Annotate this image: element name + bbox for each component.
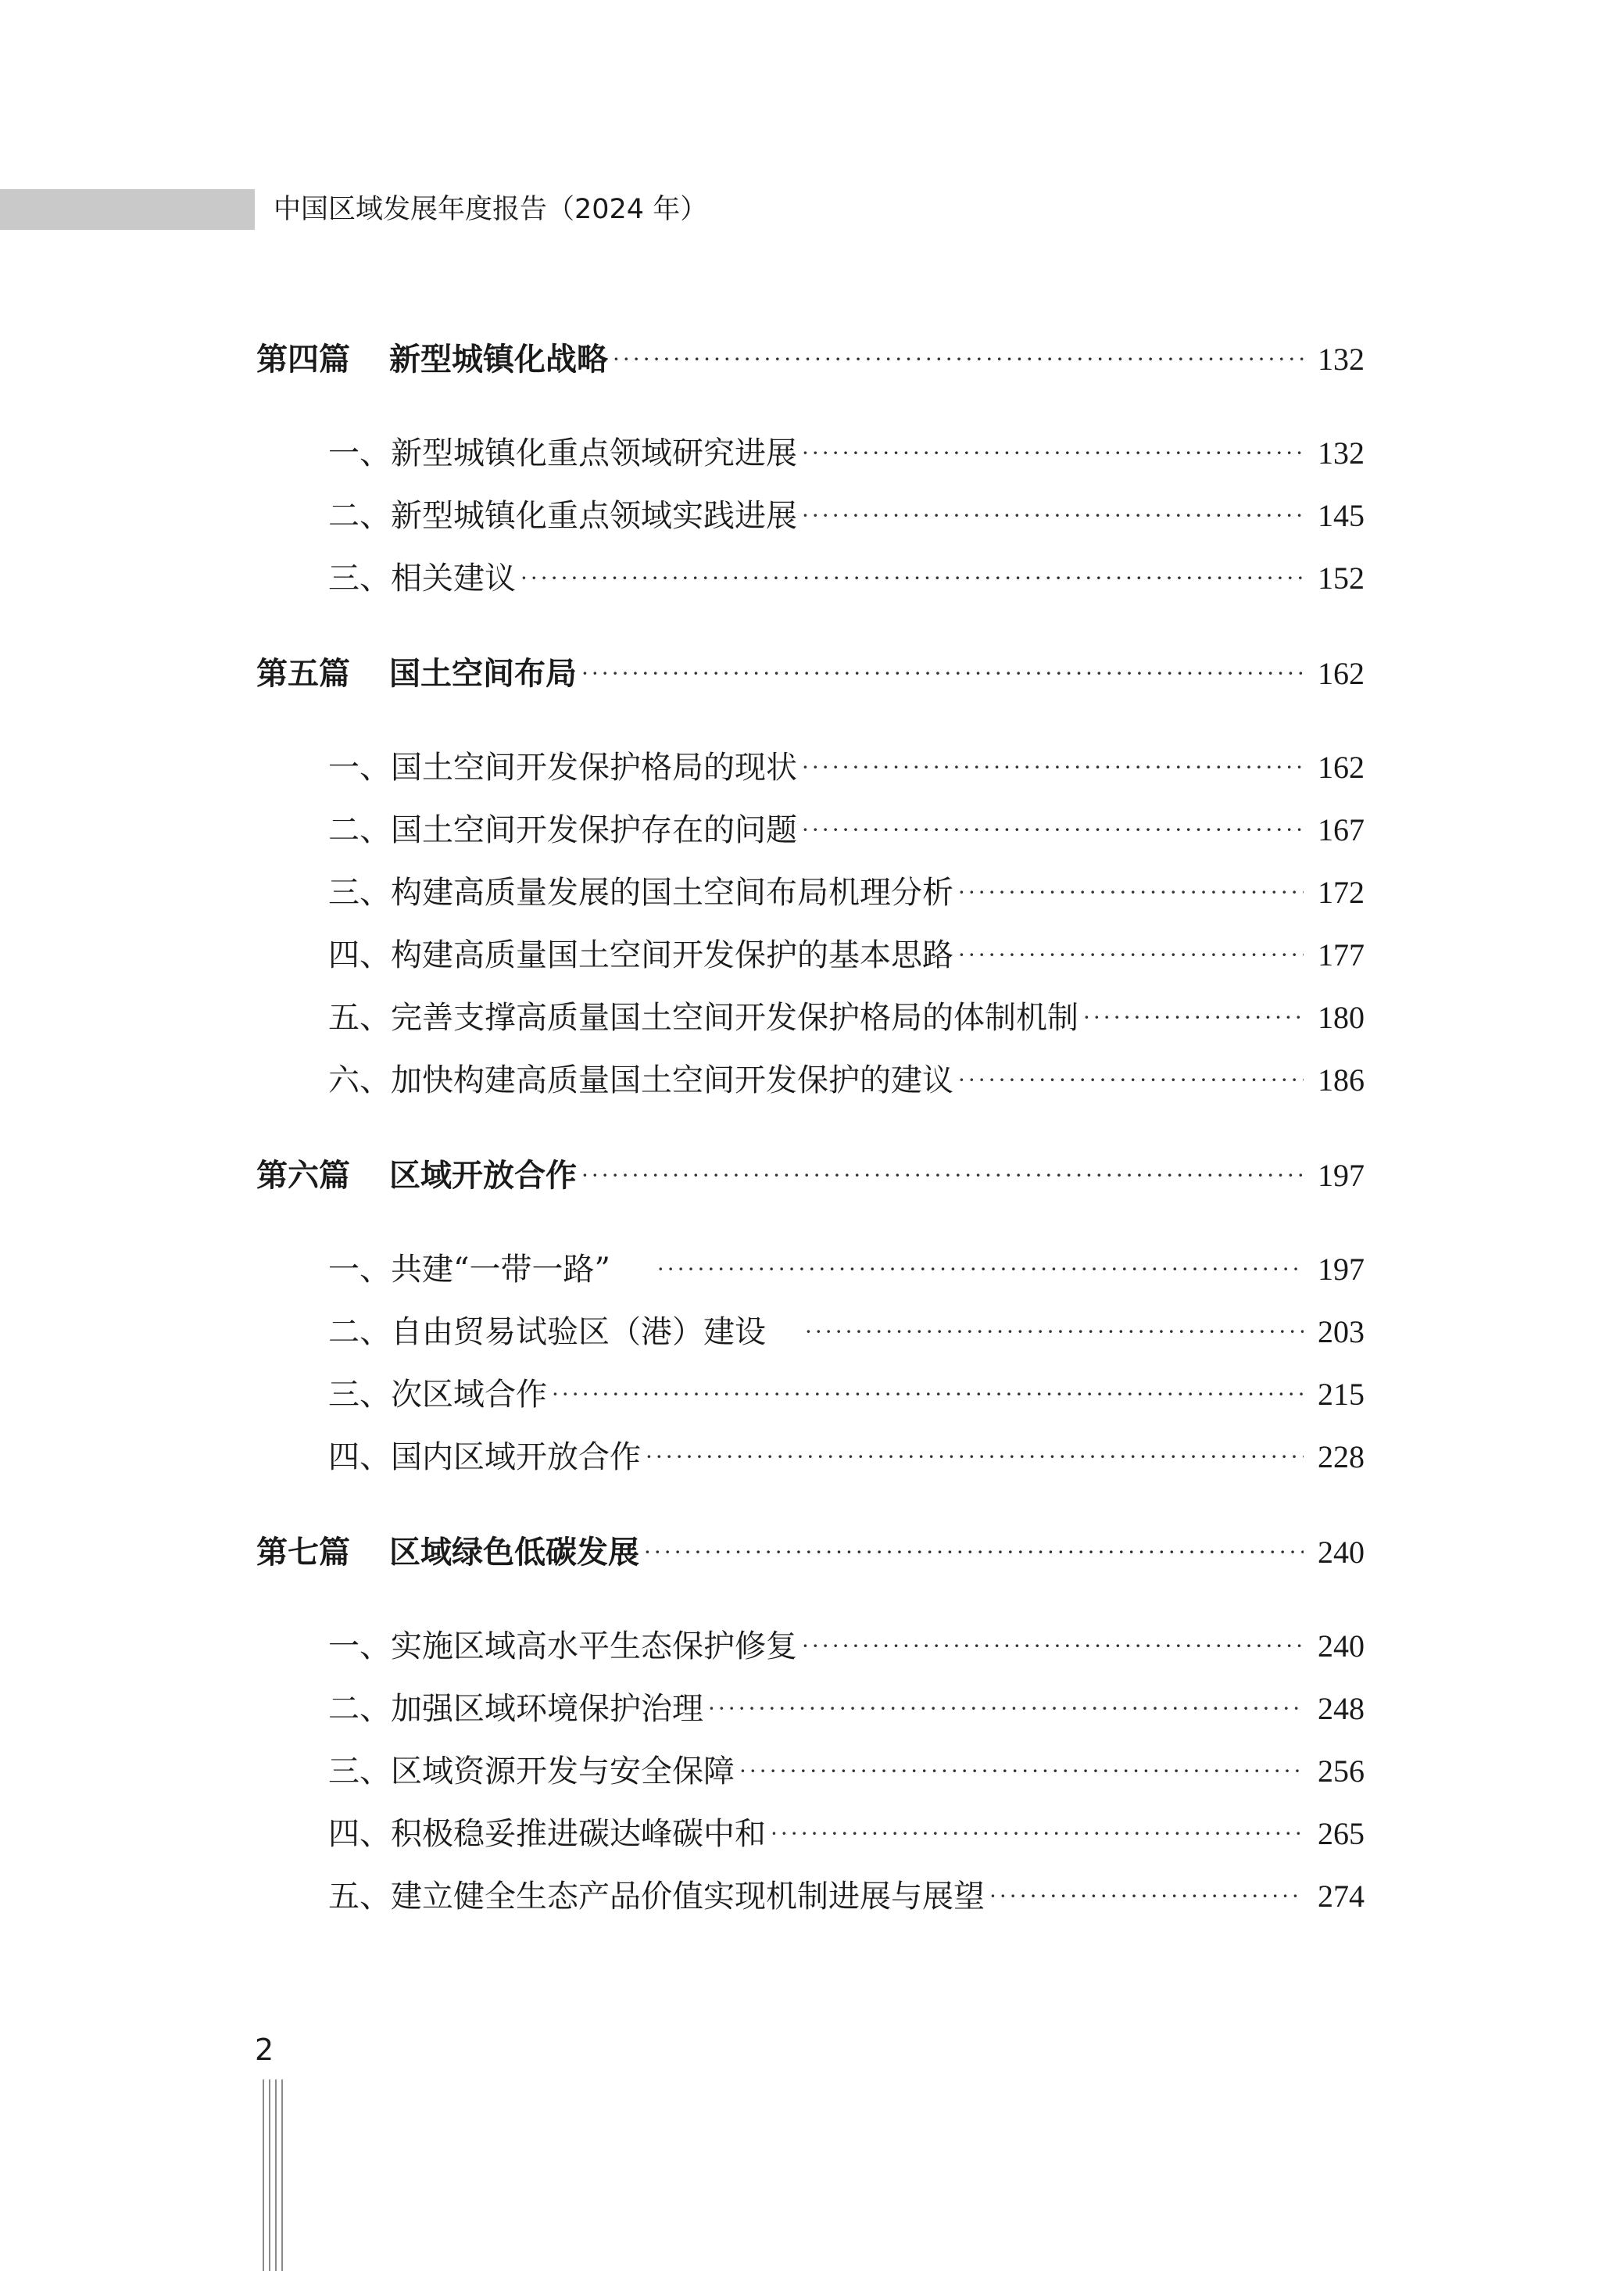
dot-leader <box>581 1144 1304 1207</box>
dot-leader <box>958 924 1304 987</box>
toc-part-heading[interactable] <box>256 1144 1365 1207</box>
toc-section-7 <box>256 1521 1365 1928</box>
page-number: 197 <box>1318 1252 1365 1287</box>
toc-section-5 <box>256 643 1365 1112</box>
entry-title: 一、国土空间开发保护格局的现状 <box>328 750 797 786</box>
toc-entry[interactable] <box>256 1426 1365 1488</box>
entry-title: 一、新型城镇化重点领域研究进展 <box>328 435 797 471</box>
dot-leader <box>802 736 1304 799</box>
toc-entry[interactable] <box>256 1049 1365 1112</box>
margin-rule <box>269 2079 270 2271</box>
dot-leader <box>802 485 1304 547</box>
folio-page-number: 2 <box>255 2033 274 2067</box>
entry-title: 六、加快构建高质量国土空间开发保护的建议 <box>328 1062 953 1098</box>
entry-title: 三、相关建议 <box>328 561 516 596</box>
page-number: 197 <box>1318 1158 1365 1193</box>
page-number: 162 <box>1318 750 1365 785</box>
toc-entry[interactable] <box>256 547 1365 610</box>
part-title: 区域绿色低碳发展 <box>389 1535 639 1571</box>
part-title: 新型城镇化战略 <box>389 342 608 378</box>
toc-entry[interactable] <box>256 924 1365 987</box>
dot-leader <box>802 799 1304 861</box>
page-number: 167 <box>1318 812 1365 847</box>
margin-rule <box>281 2079 283 2271</box>
part-number: 第七篇 <box>256 1535 350 1571</box>
dot-leader <box>520 547 1304 610</box>
page-number: 265 <box>1318 1816 1365 1851</box>
part-title: 区域开放合作 <box>389 1158 577 1194</box>
entry-title: 四、积极稳妥推进碳达峰碳中和 <box>328 1816 766 1852</box>
toc-entry[interactable] <box>256 861 1365 924</box>
part-title: 国土空间布局 <box>389 656 577 692</box>
entry-title: 一、共建“一带一路” <box>328 1252 610 1288</box>
dot-leader <box>644 1521 1304 1584</box>
dot-leader <box>646 1426 1304 1488</box>
page-number: 145 <box>1318 498 1365 533</box>
page-number: 215 <box>1318 1377 1365 1412</box>
running-header-title: 中国区域发展年度报告（2024 年） <box>274 194 708 225</box>
entry-title: 一、实施区域高水平生态保护修复 <box>328 1628 797 1664</box>
toc-entry[interactable] <box>256 485 1365 547</box>
page-number: 248 <box>1318 1691 1365 1726</box>
entry-title: 三、次区域合作 <box>328 1377 547 1413</box>
toc-entry[interactable] <box>256 987 1365 1049</box>
dot-leader <box>739 1740 1304 1803</box>
toc-part-heading[interactable] <box>256 643 1365 705</box>
page-number: 180 <box>1318 1000 1365 1035</box>
margin-rule <box>263 2079 264 2271</box>
part-number: 第六篇 <box>256 1158 350 1194</box>
toc-entry[interactable] <box>256 1865 1365 1928</box>
toc-entry[interactable] <box>256 1740 1365 1803</box>
page-number: 152 <box>1318 561 1365 596</box>
part-number: 第五篇 <box>256 656 350 692</box>
toc-entry[interactable] <box>256 422 1365 485</box>
dot-leader <box>958 1049 1304 1112</box>
page-number: 162 <box>1318 656 1365 691</box>
page-number: 274 <box>1318 1879 1365 1914</box>
part-number: 第四篇 <box>256 342 350 378</box>
table-of-contents <box>256 328 1365 1928</box>
entry-title: 三、构建高质量发展的国土空间布局机理分析 <box>328 875 953 911</box>
toc-entry[interactable] <box>256 1615 1365 1678</box>
entry-title: 三、区域资源开发与安全保障 <box>328 1753 735 1789</box>
toc-entry[interactable] <box>256 1238 1365 1301</box>
dot-leader <box>1083 987 1304 1049</box>
page-number: 240 <box>1318 1628 1365 1664</box>
page-number: 240 <box>1318 1535 1365 1570</box>
page-number: 177 <box>1318 937 1365 973</box>
toc-section-6 <box>256 1144 1365 1488</box>
page-number: 132 <box>1318 342 1365 377</box>
entry-title: 二、加强区域环境保护治理 <box>328 1691 703 1727</box>
toc-part-heading[interactable] <box>256 1521 1365 1584</box>
entry-title: 四、国内区域开放合作 <box>328 1439 641 1475</box>
page-number: 132 <box>1318 435 1365 471</box>
toc-entry[interactable] <box>256 736 1365 799</box>
page-number: 172 <box>1318 875 1365 910</box>
page-number: 203 <box>1318 1314 1365 1349</box>
dot-leader <box>771 1803 1304 1865</box>
page-number: 186 <box>1318 1062 1365 1098</box>
entry-title: 五、完善支撑高质量国土空间开发保护格局的体制机制 <box>328 1000 1078 1036</box>
entry-title: 二、新型城镇化重点领域实践进展 <box>328 498 797 534</box>
toc-entry[interactable] <box>256 1678 1365 1740</box>
entry-title: 五、建立健全生态产品价值实现机制进展与展望 <box>328 1879 985 1915</box>
dot-leader <box>989 1865 1304 1928</box>
page-number: 256 <box>1318 1753 1365 1789</box>
toc-section-4 <box>256 328 1365 610</box>
entry-title: 四、构建高质量国土空间开发保护的基本思路 <box>328 937 953 973</box>
dot-leader <box>802 422 1304 485</box>
toc-entry[interactable] <box>256 1363 1365 1426</box>
dot-leader <box>805 1301 1304 1363</box>
toc-entry[interactable] <box>256 1301 1365 1363</box>
dot-leader <box>802 1615 1304 1678</box>
page-number: 228 <box>1318 1439 1365 1474</box>
dot-leader <box>552 1363 1304 1426</box>
header-bar <box>0 189 255 230</box>
dot-leader <box>708 1678 1304 1740</box>
entry-title: 二、国土空间开发保护存在的问题 <box>328 812 797 848</box>
dot-leader <box>958 861 1304 924</box>
dot-leader <box>613 328 1304 391</box>
toc-entry[interactable] <box>256 1803 1365 1865</box>
dot-leader <box>657 1238 1304 1301</box>
toc-entry[interactable] <box>256 799 1365 861</box>
dot-leader <box>581 643 1304 705</box>
margin-rule <box>275 2079 277 2271</box>
entry-title: 二、自由贸易试验区（港）建设 <box>328 1314 766 1350</box>
toc-part-heading[interactable] <box>256 328 1365 391</box>
